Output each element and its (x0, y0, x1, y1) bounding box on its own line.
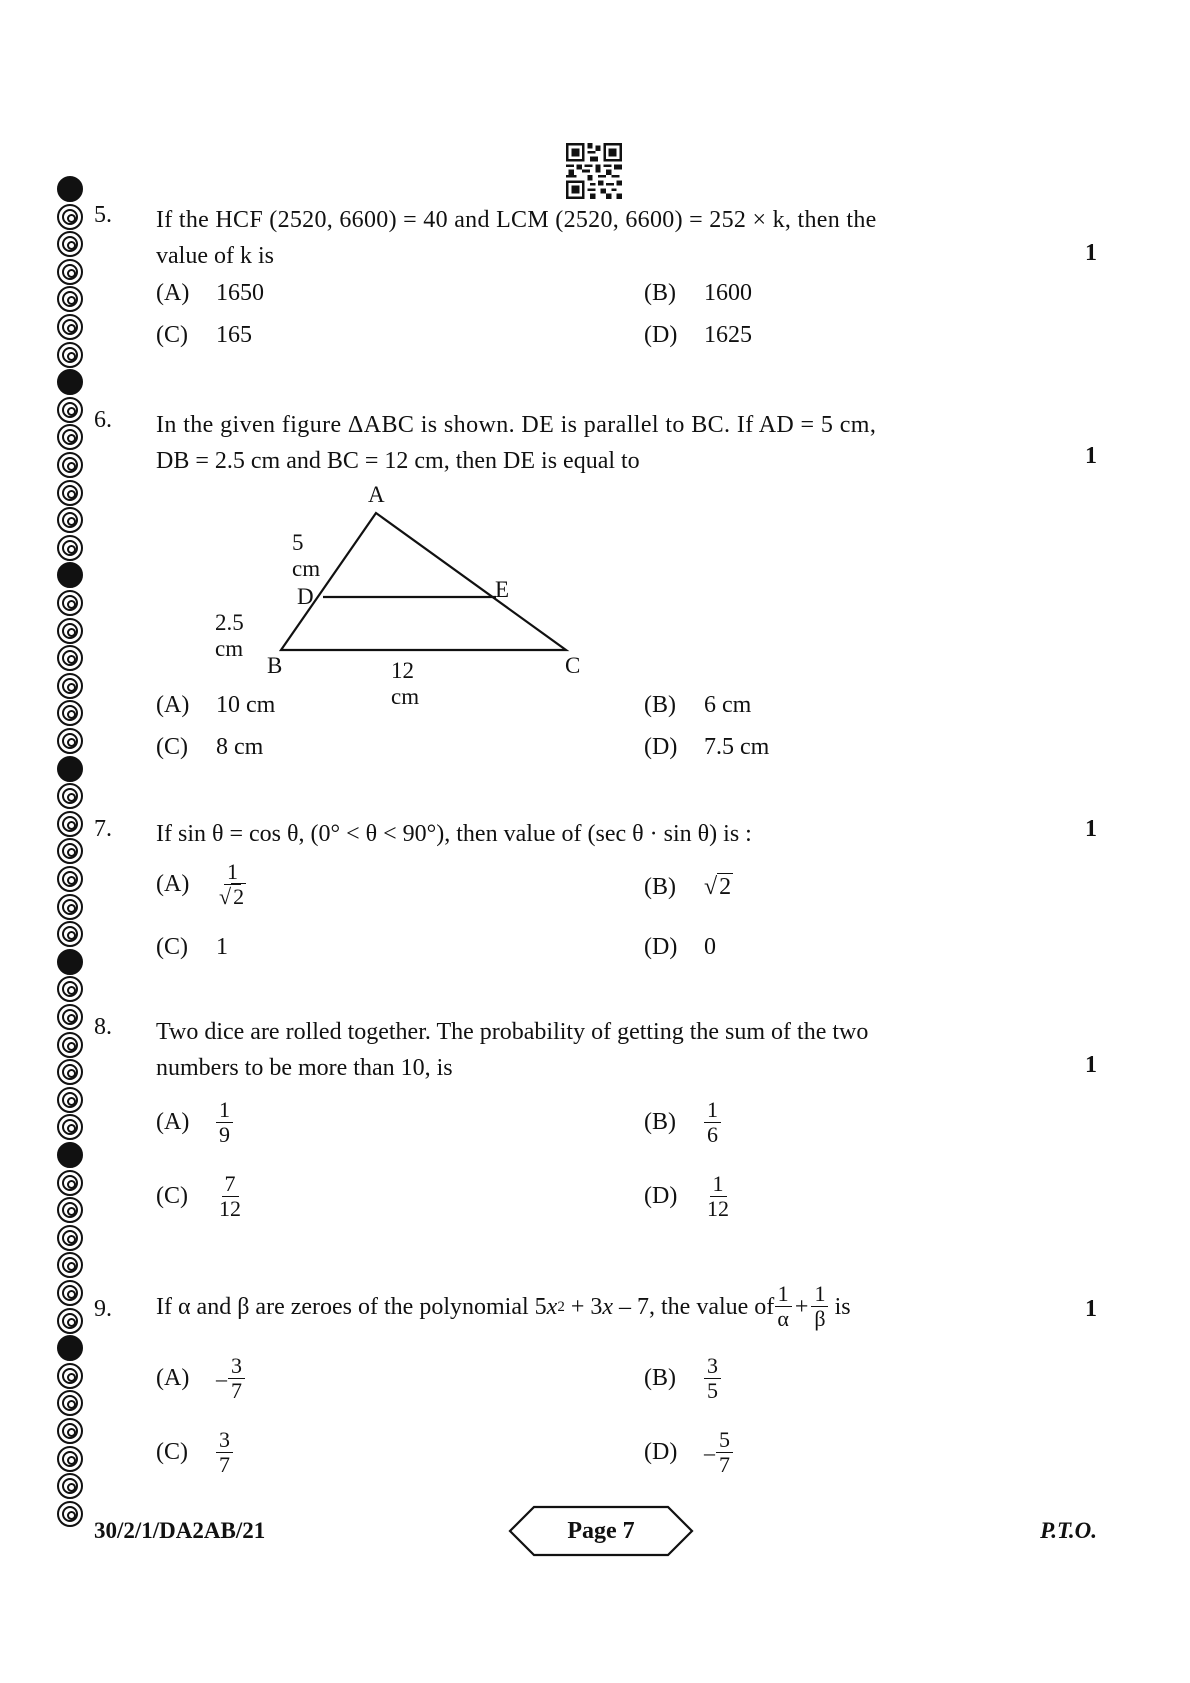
denominator: 7 (231, 1378, 242, 1403)
numerator: 1 (216, 1098, 233, 1123)
concentric-circle-icon (57, 673, 83, 699)
vertex-label-d: D (297, 584, 314, 609)
option-c[interactable] (156, 934, 228, 961)
solid-circle-icon (57, 369, 83, 395)
option-b[interactable] (644, 1354, 721, 1403)
marks: 1 (1085, 1296, 1097, 1322)
question-text (156, 816, 1046, 852)
concentric-circle-icon (57, 618, 83, 644)
denominator (216, 885, 249, 909)
option-c[interactable] (156, 322, 252, 349)
concentric-circle-icon (57, 1280, 83, 1306)
numerator: 1 (224, 860, 241, 885)
fraction (216, 1172, 244, 1221)
option-label: (C) (156, 1439, 188, 1465)
concentric-circle-icon (57, 1501, 83, 1527)
concentric-circle-icon (57, 259, 83, 285)
option-label: (A) (156, 871, 190, 897)
concentric-circle-icon (57, 397, 83, 423)
concentric-circle-icon (57, 204, 83, 230)
denominator: 12 (219, 1196, 241, 1221)
solid-circle-icon (57, 1142, 83, 1168)
denominator: 7 (719, 1452, 730, 1477)
concentric-circle-icon (57, 894, 83, 920)
marks: 1 (1085, 240, 1097, 266)
side-label-bc: 12 cm (391, 658, 420, 709)
option-label: (B) (644, 874, 676, 900)
option-value: 165 (216, 322, 252, 348)
question-text-line: If the HCF (2520, 6600) = 40 and LCM (2520, 6600) = 252 × k, then the (156, 207, 877, 233)
option-value: 8 cm (216, 734, 264, 760)
denominator: α (777, 1306, 789, 1331)
fraction (228, 1354, 245, 1403)
option-value: 0 (704, 934, 716, 960)
option-value: 6 cm (704, 692, 752, 718)
option-label: (C) (156, 934, 188, 960)
option-label: (B) (644, 1365, 676, 1391)
concentric-circle-icon (57, 1252, 83, 1278)
fraction (704, 1354, 721, 1403)
numerator: 1 (775, 1282, 792, 1307)
option-c[interactable] (156, 1172, 244, 1221)
fraction (704, 1172, 732, 1221)
side-label-db: 2.5 cm (215, 610, 244, 661)
concentric-circle-icon (57, 1004, 83, 1030)
concentric-circle-icon (57, 838, 83, 864)
denominator: 9 (219, 1122, 230, 1147)
concentric-circle-icon (57, 424, 83, 450)
concentric-circle-icon (57, 1059, 83, 1085)
option-label: (A) (156, 692, 190, 718)
variable-x: x (602, 1293, 614, 1320)
concentric-circle-icon (57, 1418, 83, 1444)
question-text-part: If α and β are zeroes of the polynomial 5 (156, 1293, 547, 1320)
option-label: (B) (644, 692, 676, 718)
numerator: 7 (222, 1172, 239, 1197)
question-number: 7. (94, 816, 112, 842)
concentric-circle-icon (57, 1032, 83, 1058)
numerator: 1 (704, 1098, 721, 1123)
numerator: 5 (716, 1428, 733, 1453)
vertex-label-c: C (565, 653, 581, 678)
concentric-circle-icon (57, 1170, 83, 1196)
concentric-circle-icon (57, 590, 83, 616)
option-b[interactable] (644, 692, 751, 719)
concentric-circle-icon (57, 811, 83, 837)
question-text-part: is (828, 1293, 851, 1320)
denominator: 7 (219, 1452, 230, 1477)
question-number: 5. (94, 202, 112, 228)
question-text (156, 202, 1046, 274)
side-label-ad: 5 cm (292, 530, 321, 581)
numerator: 3 (704, 1354, 721, 1379)
concentric-circle-icon (57, 314, 83, 340)
option-value: 1600 (704, 280, 752, 306)
please-turn-over: P.T.O. (1040, 1518, 1097, 1543)
option-a[interactable] (156, 1354, 245, 1403)
option-a[interactable] (156, 1098, 233, 1147)
fraction (704, 1098, 721, 1147)
question-text-line: numbers to be more than 10, is (156, 1055, 453, 1081)
concentric-circle-icon (57, 1197, 83, 1223)
marks: 1 (1085, 816, 1097, 842)
option-label: (D) (644, 1183, 678, 1209)
concentric-circle-icon (57, 1308, 83, 1334)
option-d[interactable] (644, 734, 769, 761)
concentric-circle-icon (57, 1087, 83, 1113)
question-text (156, 1014, 1046, 1086)
vertex-label-b: B (267, 653, 283, 678)
option-label: (D) (644, 322, 678, 348)
concentric-circle-icon (57, 231, 83, 257)
fraction (716, 1428, 733, 1477)
paper-code: 30/2/1/DA2AB/21 (94, 1518, 266, 1543)
option-label: (D) (644, 734, 678, 760)
option-label: (B) (644, 1109, 676, 1135)
fraction (216, 860, 249, 909)
option-d[interactable] (644, 1428, 733, 1477)
minus-sign: – (216, 1365, 227, 1391)
option-label: (A) (156, 1365, 190, 1391)
option-label: (C) (156, 1183, 188, 1209)
concentric-circle-icon (57, 1363, 83, 1389)
question-text-line: Two dice are rolled together. The probability of getting the sum of the two (156, 1019, 869, 1045)
question-number: 6. (94, 407, 112, 433)
vertex-label-e: E (495, 577, 510, 602)
option-value: 1 (216, 934, 228, 960)
sqrt-icon: √ (704, 874, 718, 900)
option-d[interactable] (644, 934, 716, 961)
vertex-label-a: A (368, 482, 385, 507)
plus-sign: + (794, 1293, 809, 1320)
numerator: 3 (228, 1354, 245, 1379)
option-b[interactable] (644, 280, 752, 307)
denominator: 5 (707, 1378, 718, 1403)
question-text-part: – 7, the value of (613, 1293, 775, 1320)
concentric-circle-icon (57, 1114, 83, 1140)
sqrt-icon: √ (219, 884, 232, 909)
solid-circle-icon (57, 949, 83, 975)
option-a[interactable] (156, 692, 275, 719)
solid-circle-icon (57, 1335, 83, 1361)
concentric-circle-icon (57, 783, 83, 809)
fraction-1-over-alpha (774, 1282, 792, 1331)
page-label: Page 7 (567, 1518, 635, 1544)
option-value: 10 cm (216, 692, 276, 718)
question-text-line: If sin θ = cos θ, (0° < θ < 90°), then value of (sec θ · sin θ) is : (156, 821, 752, 847)
concentric-circle-icon (57, 480, 83, 506)
option-b[interactable] (644, 874, 733, 901)
numerator: 1 (710, 1172, 727, 1197)
marks: 1 (1085, 443, 1097, 469)
concentric-circle-icon (57, 700, 83, 726)
option-label: (D) (644, 934, 678, 960)
denominator: β (814, 1306, 826, 1331)
option-label: (D) (644, 1439, 678, 1465)
minus-sign: – (704, 1439, 715, 1465)
page-number-badge (508, 1505, 694, 1557)
solid-circle-icon (57, 176, 83, 202)
variable-x: x (546, 1293, 558, 1320)
question-text (156, 407, 1046, 479)
option-label: (A) (156, 280, 190, 306)
option-b[interactable] (644, 1098, 721, 1147)
exponent: 2 (557, 1298, 565, 1315)
concentric-circle-icon (57, 1473, 83, 1499)
concentric-circle-icon (57, 286, 83, 312)
option-a[interactable] (156, 280, 264, 307)
option-value: 1625 (704, 322, 752, 348)
concentric-circle-icon (57, 645, 83, 671)
option-value: 7.5 cm (704, 734, 770, 760)
option-label: (C) (156, 734, 188, 760)
concentric-circle-icon (57, 535, 83, 561)
concentric-circle-icon (57, 976, 83, 1002)
option-label: (B) (644, 280, 676, 306)
concentric-circle-icon (57, 1390, 83, 1416)
concentric-circle-icon (57, 728, 83, 754)
question-number: 8. (94, 1014, 112, 1040)
denominator: 12 (707, 1196, 729, 1221)
concentric-circle-icon (57, 452, 83, 478)
option-d[interactable] (644, 322, 752, 349)
option-d[interactable] (644, 1172, 732, 1221)
question-text-line: DB = 2.5 cm and BC = 12 cm, then DE is equal to (156, 448, 640, 474)
concentric-circle-icon (57, 921, 83, 947)
concentric-circle-icon (57, 866, 83, 892)
question-text-part: + 3 (564, 1293, 603, 1320)
option-label: (C) (156, 322, 188, 348)
radicand: 2 (233, 884, 245, 909)
numerator: 1 (811, 1282, 828, 1307)
option-a[interactable] (156, 860, 249, 909)
option-value: 1650 (216, 280, 264, 306)
concentric-circle-icon (57, 1446, 83, 1472)
solid-circle-icon (57, 562, 83, 588)
question-text-line: value of k is (156, 243, 274, 269)
concentric-circle-icon (57, 342, 83, 368)
fraction (216, 1098, 233, 1147)
denominator: 6 (707, 1122, 718, 1147)
radicand: 2 (719, 874, 732, 900)
concentric-circle-icon (57, 1225, 83, 1251)
option-label: (A) (156, 1109, 190, 1135)
marks: 1 (1085, 1052, 1097, 1078)
question-number: 9. (94, 1296, 112, 1322)
option-c[interactable] (156, 1428, 233, 1477)
concentric-circle-icon (57, 507, 83, 533)
solid-circle-icon (57, 756, 83, 782)
question-text (156, 1282, 1046, 1331)
numerator: 3 (216, 1428, 233, 1453)
question-text-line: In the given figure ΔABC is shown. DE is parallel to BC. If AD = 5 cm, (156, 412, 877, 438)
qr-code-icon (566, 143, 622, 199)
fraction (216, 1428, 233, 1477)
fraction-1-over-beta (811, 1282, 828, 1331)
option-c[interactable] (156, 734, 263, 761)
